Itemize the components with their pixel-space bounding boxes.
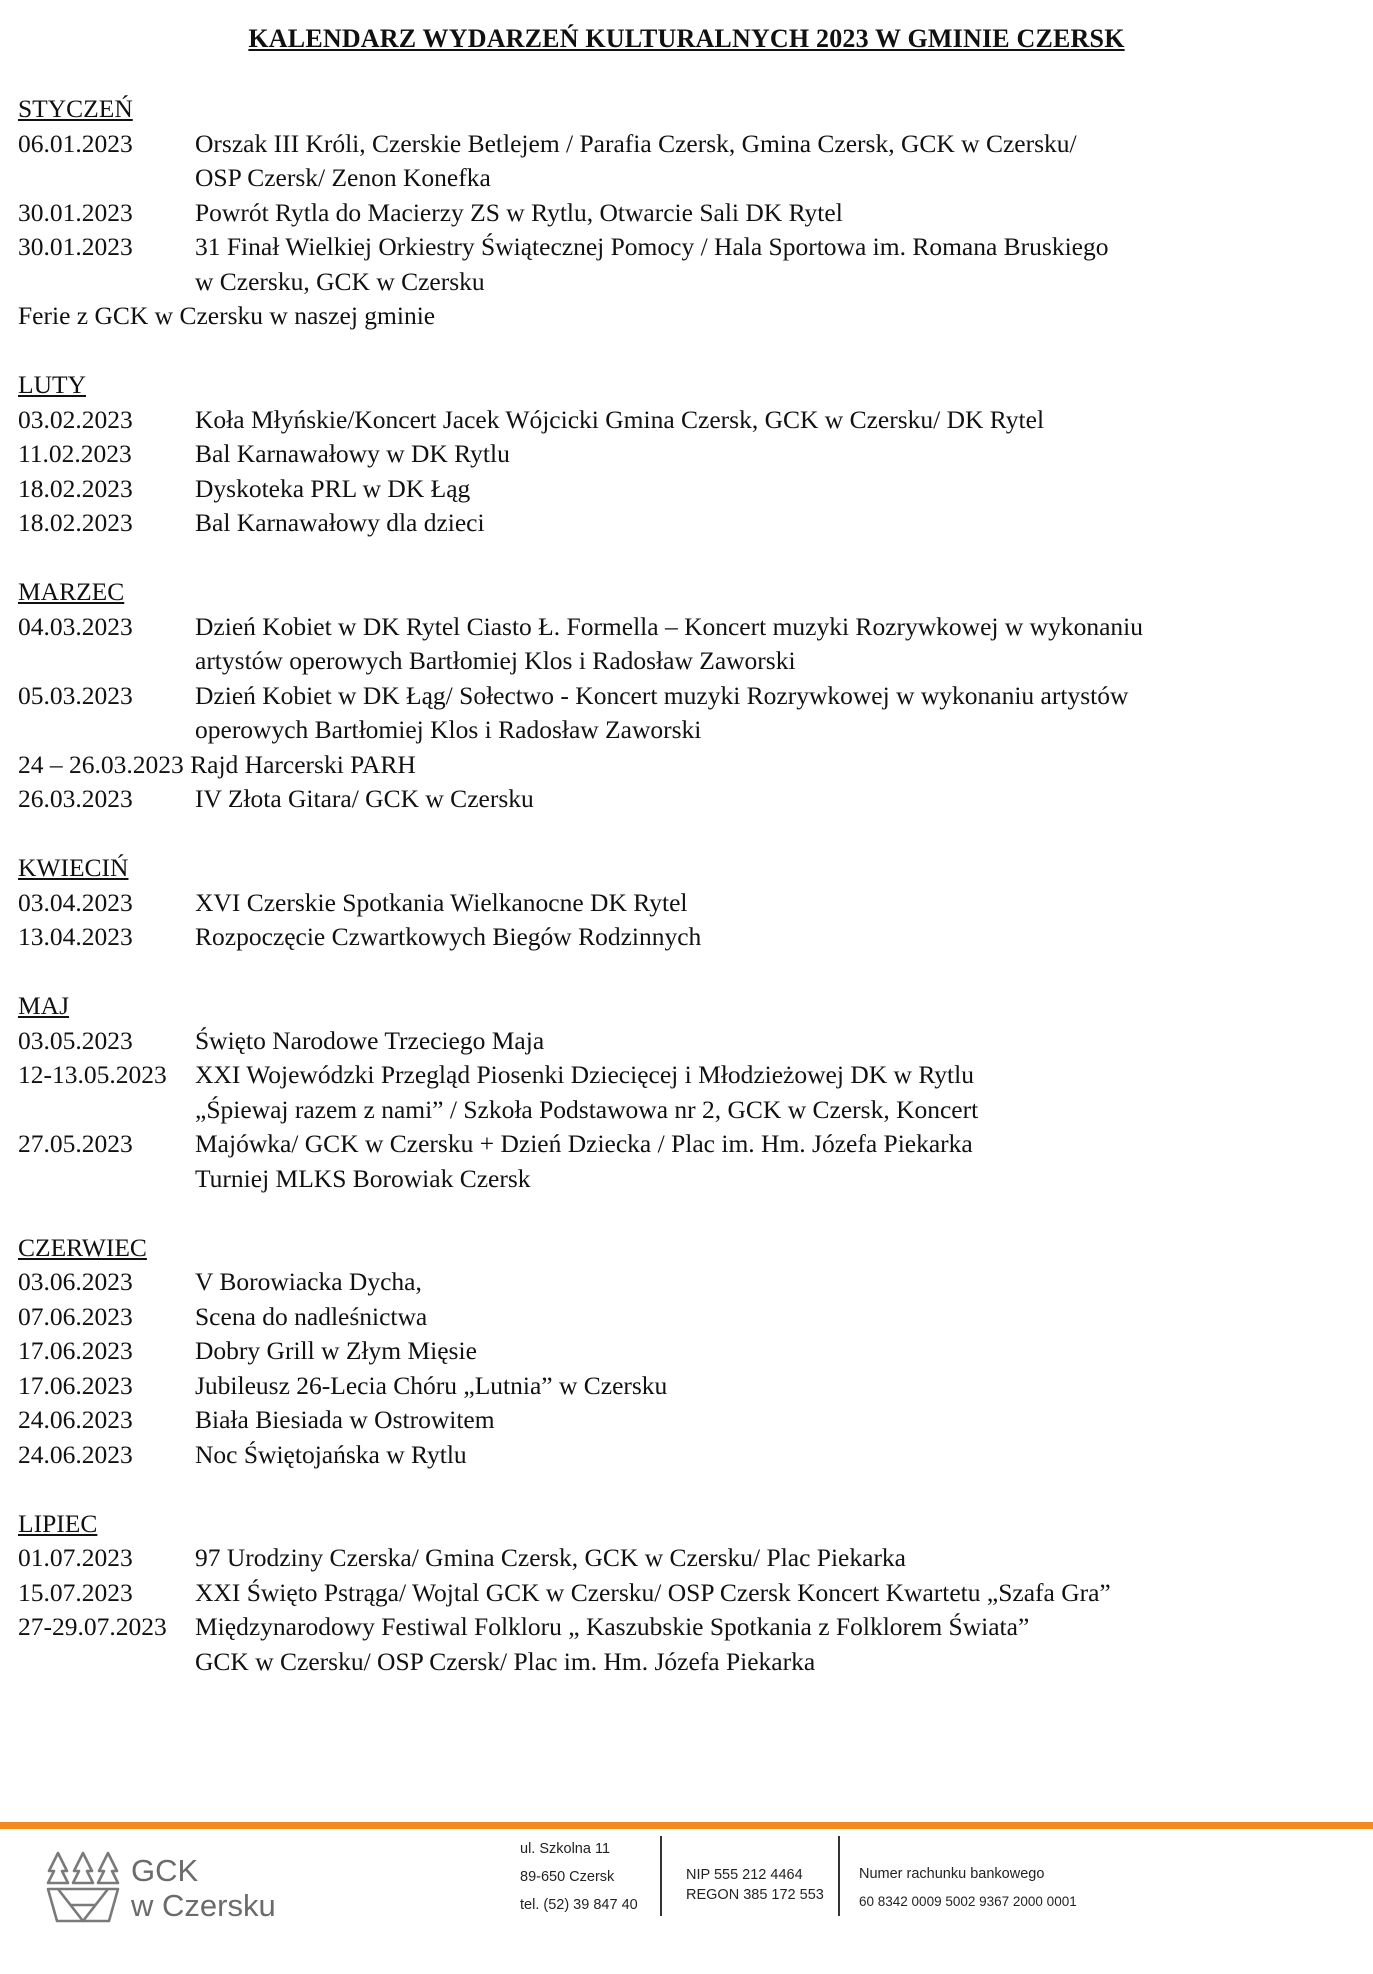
address-street: ul. Szkolna 11 (520, 1841, 611, 1857)
event-note: 24 – 26.03.2023 Rajd Harcerski PARH (18, 749, 416, 779)
address-city: 89-650 Czersk (520, 1869, 615, 1885)
event-row (18, 1576, 1358, 1611)
event-description (195, 1438, 1358, 1473)
month-heading: MARZEC (18, 577, 125, 606)
footer-tax-ids (686, 1865, 824, 1905)
event-description (195, 506, 1358, 541)
event-description-line: 31 Finał Wielkiej Orkiestry Świątecznej Pomocy / Hala Sportowa im. Romana Bruskiego (195, 232, 1109, 261)
event-row (18, 1058, 1358, 1127)
event-row (18, 1024, 1358, 1059)
address-phone: tel. (52) 39 847 40 (520, 1897, 638, 1913)
event-description (195, 1610, 1358, 1679)
event-description-line: XVI Czerskie Spotkania Wielkanocne DK Rytel (195, 887, 688, 917)
event-row (18, 782, 1358, 817)
event-date: 15.07.2023 (18, 1577, 133, 1607)
event-description (195, 1058, 1358, 1127)
footer-address (520, 1835, 638, 1919)
event-description-line: XXI Święto Pstrąga/ Wojtal GCK w Czersku/ OSP Czersk Koncert Kwartetu „Szafa Gra” (195, 1577, 1111, 1607)
event-date: 04.03.2023 (18, 611, 133, 641)
event-row (18, 506, 1358, 541)
event-row (18, 472, 1358, 507)
event-description-line: Międzynarodowy Festiwal Folkloru „ Kaszubskie Spotkania z Folklorem Świata” (195, 1612, 1030, 1641)
event-row (18, 230, 1358, 299)
event-description-line: Dzień Kobiet w DK Łąg/ Sołectwo - Koncert muzyki Rozrywkowej w wykonaniu artystów (195, 680, 1129, 710)
event-description-line: Biała Biesiada w Ostrowitem (195, 1405, 495, 1434)
gck-logo (45, 1849, 276, 1927)
event-description-line: Jubileusz 26-Lecia Chóru „Lutnia” w Czersku (195, 1370, 668, 1400)
event-date: 24.06.2023 (18, 1405, 133, 1434)
month-section (18, 851, 1358, 955)
event-description-line: Noc Świętojańska w Rytlu (195, 1439, 467, 1469)
event-row (18, 1369, 1358, 1404)
event-date: 03.04.2023 (18, 887, 133, 917)
footer-divider (660, 1836, 662, 1916)
event-description (195, 1403, 1358, 1438)
event-description-line: w Czersku, GCK w Czersku (195, 266, 485, 296)
event-description-line: Majówka/ GCK w Czersku + Dzień Dziecka / Plac im. Hm. Józefa Piekarka (195, 1129, 973, 1158)
event-description-line: Bal Karnawałowy dla dzieci (195, 508, 485, 537)
event-row (18, 1334, 1358, 1369)
month-section (18, 1507, 1358, 1680)
event-date: 12-13.05.2023 (18, 1060, 167, 1089)
event-description (195, 920, 1358, 955)
event-description-line: Dyskoteka PRL w DK Łąg (195, 473, 471, 503)
month-section (18, 92, 1358, 334)
event-date: 03.05.2023 (18, 1025, 133, 1055)
month-heading: LUTY (18, 370, 86, 399)
event-description-line: IV Złota Gitara/ GCK w Czersku (195, 784, 534, 813)
event-description-line: GCK w Czersku/ OSP Czersk/ Plac im. Hm. Józefa Piekarka (195, 1646, 816, 1676)
event-description-line: Rozpoczęcie Czwartkowych Biegów Rodzinnych (195, 922, 702, 951)
month-heading: MAJ (18, 991, 70, 1020)
event-row (18, 1403, 1358, 1438)
event-row (18, 403, 1358, 438)
page-footer (0, 1829, 1373, 1974)
month-heading: STYCZEŃ (18, 94, 133, 123)
event-date: 30.01.2023 (18, 197, 133, 227)
footer-divider (838, 1836, 840, 1916)
event-date: 06.01.2023 (18, 128, 133, 158)
event-row (18, 196, 1358, 231)
event-description (195, 1024, 1358, 1059)
event-description (195, 403, 1358, 438)
event-description (195, 196, 1358, 231)
event-date: 26.03.2023 (18, 784, 133, 813)
event-row (18, 610, 1358, 679)
tax-regon: REGON 385 172 553 (686, 1887, 824, 1903)
event-date: 13.04.2023 (18, 922, 133, 951)
event-description-line: Scena do nadleśnictwa (195, 1301, 428, 1331)
event-row (18, 437, 1358, 472)
event-description (195, 127, 1358, 196)
event-description (195, 1576, 1358, 1611)
event-description (195, 886, 1358, 921)
event-description-line: Bal Karnawałowy w DK Rytlu (195, 439, 510, 468)
bank-label: Numer rachunku bankowego (859, 1866, 1045, 1882)
bank-account-number: 60 8342 0009 5002 9367 2000 0001 (859, 1894, 1077, 1909)
footer-accent-line (0, 1822, 1373, 1829)
event-description (195, 1334, 1358, 1369)
event-description-line: Koła Młyńskie/Koncert Jacek Wójcicki Gmina Czersk, GCK w Czersku/ DK Rytel (195, 404, 1045, 434)
month-heading: LIPIEC (18, 1508, 98, 1538)
event-description-line: XXI Wojewódzki Przegląd Piosenki Dziecięcej i Młodzieżowej DK w Rytlu (195, 1060, 974, 1089)
event-description-line: Dzień Kobiet w DK Rytel Ciasto Ł. Formella – Koncert muzyki Rozrywkowej w wykonaniu (195, 611, 1143, 641)
event-date: 27.05.2023 (18, 1129, 133, 1158)
month-heading: KWIECIŃ (18, 853, 129, 882)
footer-bank (859, 1860, 1077, 1916)
event-description-line: Dobry Grill w Złym Mięsie (195, 1336, 477, 1365)
event-description-line: V Borowiacka Dycha, (195, 1267, 422, 1296)
event-description (195, 1127, 1358, 1196)
event-description-line: artystów operowych Bartłomiej Klos i Radosław Zaworski (195, 646, 796, 675)
event-date: 01.07.2023 (18, 1543, 133, 1572)
event-row (18, 920, 1358, 955)
event-description-line: „Śpiewaj razem z nami” / Szkoła Podstawowa nr 2, GCK w Czersk, Koncert (195, 1094, 979, 1124)
event-row (18, 127, 1358, 196)
event-description (195, 782, 1358, 817)
event-description (195, 230, 1358, 299)
page-title: KALENDARZ WYDARZEŃ KULTURALNYCH 2023 W GMINIE CZERSK (248, 24, 1125, 53)
event-description (195, 1300, 1358, 1335)
logo-line-gck: GCK (131, 1853, 199, 1888)
month-section (18, 989, 1358, 1196)
event-date: 05.03.2023 (18, 680, 133, 710)
event-date: 18.02.2023 (18, 473, 133, 503)
event-date: 27-29.07.2023 (18, 1612, 167, 1641)
event-description-line: Orszak III Króli, Czerskie Betlejem / Parafia Czersk, Gmina Czersk, GCK w Czersku/ (195, 128, 1077, 158)
month-section (18, 368, 1358, 541)
event-date: 11.02.2023 (18, 439, 132, 468)
event-row (18, 1541, 1358, 1576)
event-date: 24.06.2023 (18, 1439, 133, 1469)
event-row (18, 1438, 1358, 1473)
event-description (195, 472, 1358, 507)
event-description (195, 1541, 1358, 1576)
month-section (18, 575, 1358, 817)
event-description (195, 1369, 1358, 1404)
event-date: 07.06.2023 (18, 1301, 133, 1331)
event-row (18, 1265, 1358, 1300)
event-note: Ferie z GCK w Czersku w naszej gminie (18, 301, 436, 330)
event-description-line: OSP Czersk/ Zenon Konefka (195, 163, 491, 192)
event-description-line: 97 Urodziny Czerska/ Gmina Czersk, GCK w Czersku/ Plac Piekarka (195, 1543, 906, 1572)
event-description (195, 610, 1358, 679)
event-date: 17.06.2023 (18, 1336, 133, 1365)
event-description-line: operowych Bartłomiej Klos i Radosław Zaworski (195, 715, 702, 744)
event-description (195, 679, 1358, 748)
event-row (18, 1610, 1358, 1679)
event-description-line: Święto Narodowe Trzeciego Maja (195, 1025, 545, 1055)
gck-trees-logo-icon (45, 1849, 121, 1927)
event-description (195, 437, 1358, 472)
event-row (18, 1127, 1358, 1196)
event-description (195, 1265, 1358, 1300)
event-row (18, 886, 1358, 921)
event-date: 30.01.2023 (18, 232, 133, 261)
event-description-line: Turniej MLKS Borowiak Czersk (195, 1163, 531, 1193)
event-description-line: Powrót Rytla do Macierzy ZS w Rytlu, Otwarcie Sali DK Rytel (195, 197, 843, 227)
logo-line-czersk: w Czersku (131, 1888, 276, 1923)
event-row (18, 1300, 1358, 1335)
tax-nip: NIP 555 212 4464 (686, 1867, 803, 1883)
month-section (18, 1231, 1358, 1473)
event-date: 17.06.2023 (18, 1370, 133, 1400)
events-calendar (18, 92, 1358, 1714)
event-row (18, 679, 1358, 748)
event-date: 18.02.2023 (18, 508, 133, 537)
event-date: 03.06.2023 (18, 1267, 133, 1296)
event-date: 03.02.2023 (18, 404, 133, 434)
month-heading: CZERWIEC (18, 1232, 147, 1262)
